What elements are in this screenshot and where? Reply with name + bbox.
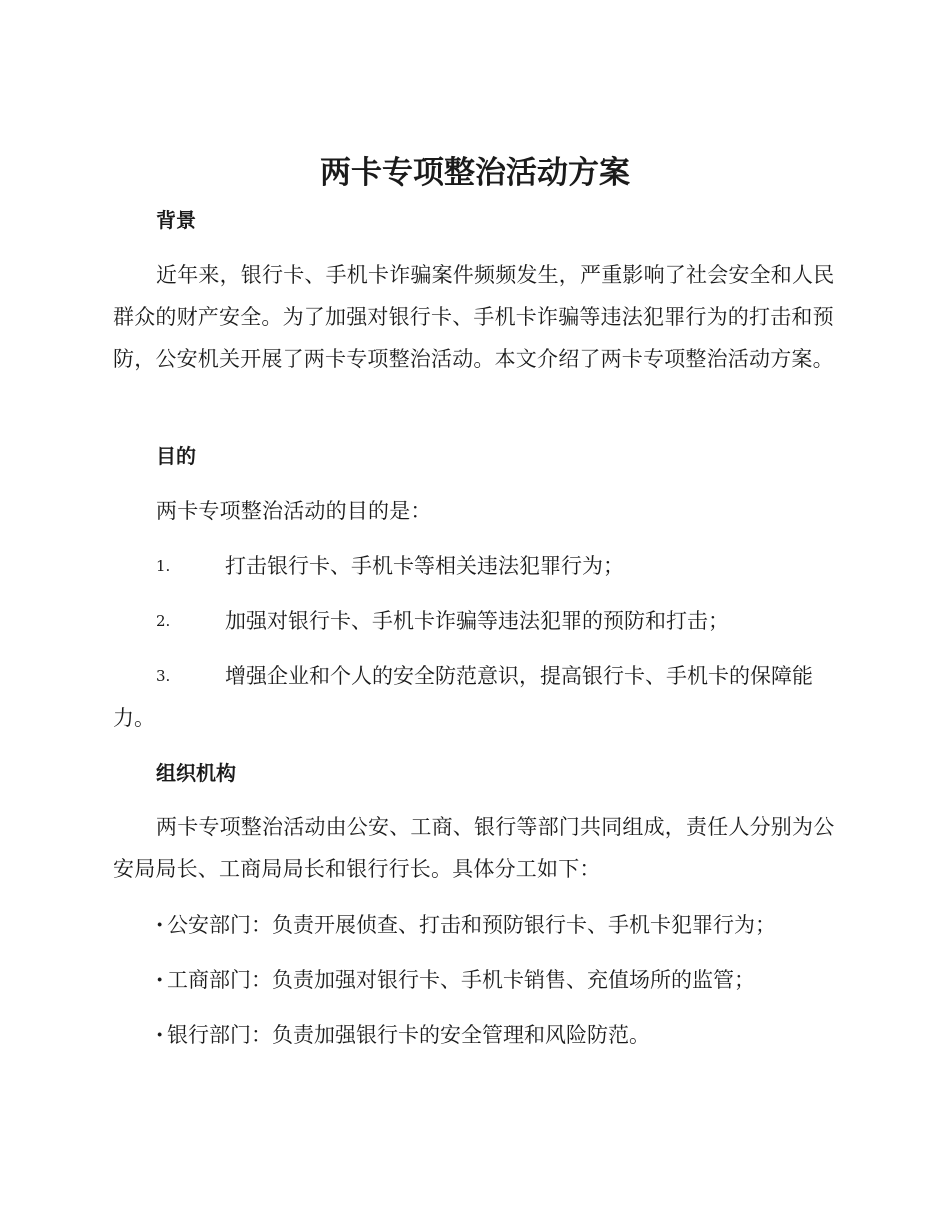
bullet-text: 工商部门：负责加强对银行卡、手机卡销售、充值场所的监管； bbox=[167, 968, 755, 992]
background-paragraph: 近年来，银行卡、手机卡诈骗案件频频发生，严重影响了社会安全和人民群众的财产安全。为了加强对银行卡、手机卡诈骗等违法犯罪行为的打击和预防，公安机关开展了两卡专项整治活动。本文介绍了两卡专项整治活动方案。 bbox=[113, 263, 835, 371]
list-item-text-line2: 力。 bbox=[113, 706, 155, 730]
organization-paragraph: 两卡专项整治活动由公安、工商、银行等部门共同组成，责任人分别为公安局局长、工商局局长和银行行长。具体分工如下： bbox=[113, 815, 835, 881]
list-item bbox=[113, 545, 837, 587]
section-heading-background: 背景 bbox=[156, 208, 196, 232]
section-heading-purpose: 目的 bbox=[156, 444, 196, 468]
list-item bbox=[113, 600, 837, 642]
list-item-text: 加强对银行卡、手机卡诈骗等违法犯罪的预防和打击； bbox=[225, 609, 729, 633]
bullet-item-bank bbox=[156, 1014, 846, 1056]
bullet-dot: · bbox=[156, 967, 164, 992]
bullet-text: 公安部门：负责开展侦查、打击和预防银行卡、手机卡犯罪行为； bbox=[167, 913, 776, 937]
list-number: 1. bbox=[156, 557, 171, 575]
bullet-dot: · bbox=[156, 1022, 164, 1047]
section-heading-organization: 组织机构 bbox=[156, 761, 236, 785]
list-number: 3. bbox=[156, 667, 171, 685]
bullet-item-police bbox=[156, 904, 846, 946]
document-title: 两卡专项整治活动方案 bbox=[320, 155, 630, 191]
bullet-dot: · bbox=[156, 912, 164, 937]
purpose-intro: 两卡专项整治活动的目的是： bbox=[156, 499, 432, 523]
bullet-item-commerce bbox=[156, 959, 846, 1001]
list-number: 2. bbox=[156, 612, 171, 630]
list-item-text-line1: 增强企业和个人的安全防范意识，提高银行卡、手机卡的保障能 bbox=[225, 664, 813, 688]
list-item bbox=[113, 655, 837, 739]
bullet-text: 银行部门：负责加强银行卡的安全管理和风险防范。 bbox=[167, 1023, 650, 1047]
list-item-text: 打击银行卡、手机卡等相关违法犯罪行为； bbox=[225, 554, 624, 578]
